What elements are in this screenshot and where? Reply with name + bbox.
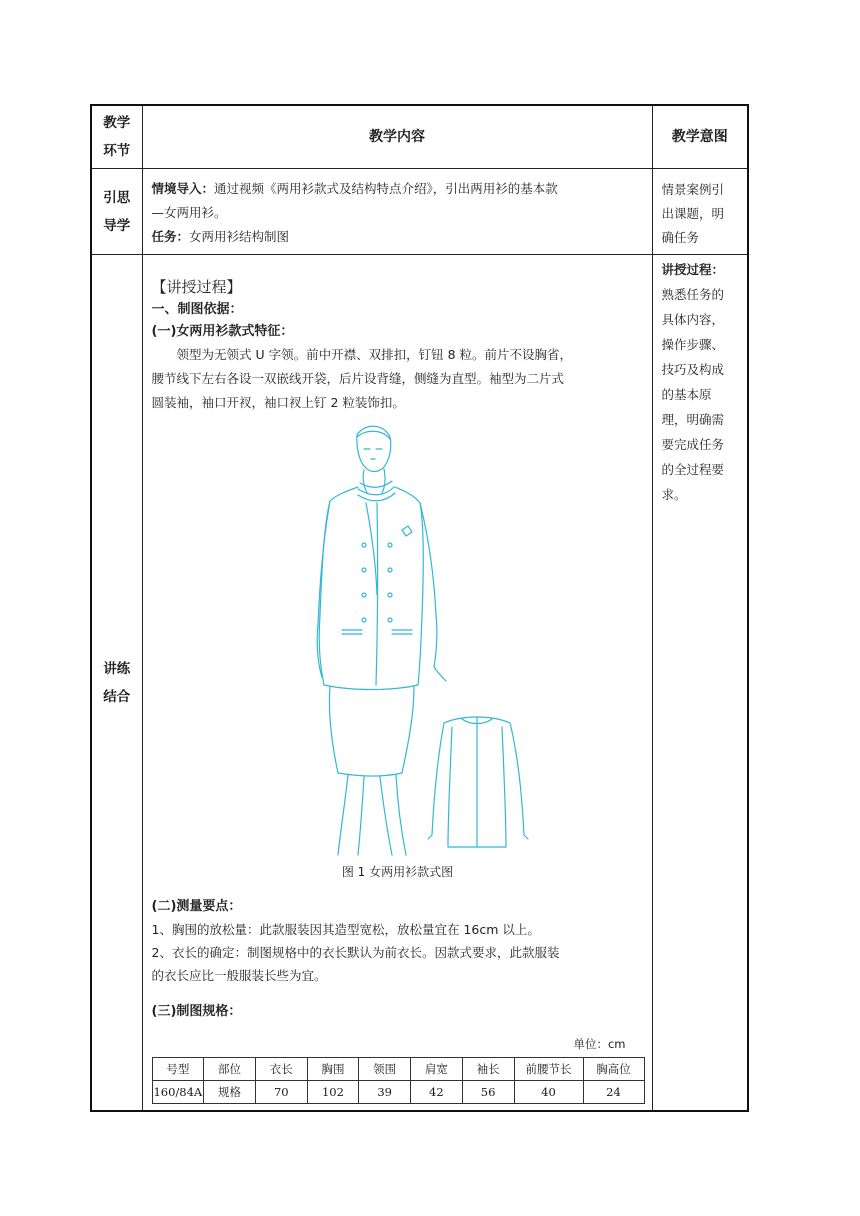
teaching-intent-line: 理，明确需 xyxy=(661,412,725,427)
subheading-style: (一)女两用衫款式特征： xyxy=(151,324,294,339)
task-label: 任务： xyxy=(151,229,190,244)
style-paragraph-line3: 圆装袖，袖口开衩，袖口衩上钉 2 粒装饰扣。 xyxy=(151,395,405,410)
spec-cell: 102 xyxy=(307,1081,359,1104)
fashion-sketch-figure xyxy=(152,415,644,860)
spec-header: 胸围 xyxy=(307,1058,359,1081)
header-content-title: 教学内容 xyxy=(369,129,425,145)
spec-cell: 24 xyxy=(583,1081,644,1104)
spec-cell: 70 xyxy=(255,1081,307,1104)
teaching-segment-line1: 讲练 xyxy=(103,660,131,677)
teaching-intent-line: 操作步骤、 xyxy=(661,337,725,352)
spec-header: 部位 xyxy=(204,1058,256,1081)
intro-segment-line2: 导学 xyxy=(103,217,131,234)
subheading-measure: (二)测量要点： xyxy=(151,899,242,914)
header-segment-line1: 教学 xyxy=(103,115,131,131)
intro-text2: —女两用衫。 xyxy=(151,205,227,220)
section-heading-1: 一、制图依据： xyxy=(151,302,243,317)
teaching-intent-line: 求。 xyxy=(661,487,687,502)
spec-header: 袖长 xyxy=(462,1058,514,1081)
intro-segment-cell xyxy=(91,169,142,255)
header-row xyxy=(91,105,748,169)
spec-header: 胸高位 xyxy=(583,1058,644,1081)
spec-header: 衣长 xyxy=(255,1058,307,1081)
header-content-cell xyxy=(142,105,652,169)
header-segment-cell xyxy=(91,105,142,169)
teaching-content-cell xyxy=(142,255,652,1112)
spec-header: 号型 xyxy=(152,1058,204,1081)
intro-intent-line3: 确任务 xyxy=(661,230,700,245)
lead-heading: 【讲授过程】 xyxy=(151,278,242,296)
spec-cell: 39 xyxy=(359,1081,411,1104)
spec-cell: 56 xyxy=(462,1081,514,1104)
header-intent-cell xyxy=(652,105,748,169)
unit-label: 单位：cm xyxy=(573,1037,626,1051)
header-intent-title: 教学意图 xyxy=(671,129,728,145)
figure-caption: 图 1 女两用衫款式图 xyxy=(341,865,454,879)
fashion-sketch-icon xyxy=(152,415,645,860)
subheading-spec: (三)制图规格： xyxy=(151,1004,242,1019)
teaching-intent-line: 要完成任务 xyxy=(661,437,725,452)
intro-intent-line1: 情景案例引 xyxy=(661,182,725,197)
intro-label: 情境导入： xyxy=(151,181,215,196)
intro-segment-line1: 引思 xyxy=(103,189,131,206)
spec-header: 领围 xyxy=(359,1058,411,1081)
teaching-intent-line: 技巧及构成 xyxy=(661,362,725,377)
intro-intent-line2: 出课题，明 xyxy=(661,206,725,221)
teaching-row xyxy=(91,255,748,1112)
spec-cell: 规格 xyxy=(204,1081,256,1104)
measure-point-1: 1、胸围的放松量：此款服装因其造型宽松，放松量宜在 16cm 以上。 xyxy=(151,922,540,937)
intro-content-cell xyxy=(142,169,652,255)
teaching-segment-line2: 结合 xyxy=(103,688,131,705)
teaching-intent-label: 讲授过程： xyxy=(661,262,725,277)
measure-point-2-line2: 的衣长应比一般服装长些为宜。 xyxy=(151,968,327,983)
intro-intent-cell xyxy=(652,169,748,255)
spec-table xyxy=(152,1057,645,1104)
lesson-table xyxy=(90,104,749,1112)
measure-point-2-line1: 2、衣长的确定：制图规格中的衣长默认为前衣长。因款式要求，此款服装 xyxy=(151,945,560,960)
teaching-intent-cell xyxy=(652,255,748,1112)
teaching-intent-line: 的基本原 xyxy=(661,387,712,402)
style-paragraph-line1: 领型为无领式 U 字领。前中开襟、双排扣，钉钮 8 粒。前片不设胸省， xyxy=(176,347,572,362)
teaching-intent-line: 熟悉任务的 xyxy=(661,287,725,302)
teaching-segment-cell xyxy=(91,255,142,1112)
spec-cell: 160/84A xyxy=(152,1081,204,1104)
spec-value-row xyxy=(152,1081,644,1104)
spec-header-row xyxy=(152,1058,644,1081)
spec-header: 肩宽 xyxy=(411,1058,463,1081)
style-paragraph-line2: 腰节线下左右各设一双嵌线开袋，后片设背缝，侧缝为直型。袖型为二片式 xyxy=(151,371,565,386)
intro-row xyxy=(91,169,748,255)
spec-cell: 40 xyxy=(514,1081,583,1104)
teaching-intent-line: 的全过程要 xyxy=(661,462,725,477)
teaching-intent-line: 具体内容， xyxy=(661,312,725,327)
task-text: 女两用衫结构制图 xyxy=(189,229,290,244)
header-segment-line2: 环节 xyxy=(103,143,131,159)
spec-header: 前腰节长 xyxy=(514,1058,583,1081)
spec-cell: 42 xyxy=(411,1081,463,1104)
intro-text: 通过视频《两用衫款式及结构特点介绍》，引出两用衫的基本款 xyxy=(214,181,558,196)
